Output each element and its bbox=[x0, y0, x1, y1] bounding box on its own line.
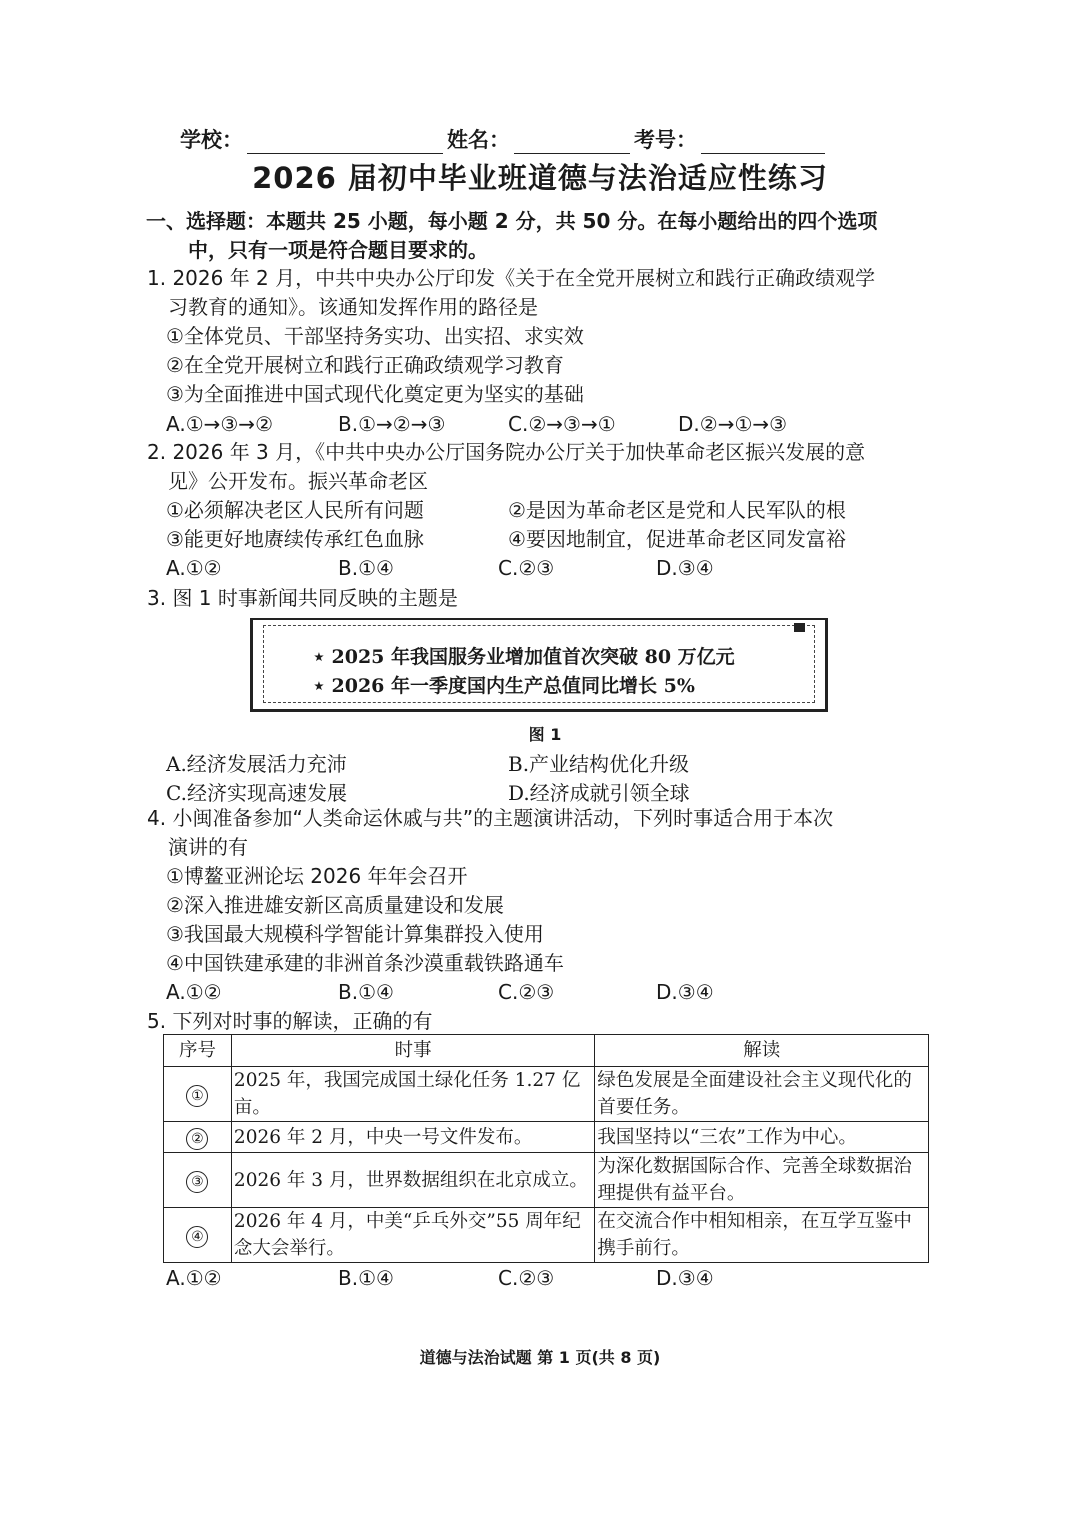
q4-option-b: B.①④ bbox=[338, 980, 394, 1004]
table-row bbox=[164, 1067, 929, 1122]
row-reading: 我国坚持以“三农”工作为中心。 bbox=[595, 1122, 929, 1153]
q2-item-4: ④要因地制宜，促进革命老区同发富裕 bbox=[508, 527, 846, 551]
q2-option-c: C.②③ bbox=[498, 556, 555, 580]
banner-line-1: ⋆ 2025 年我国服务业增加值首次突破 80 万亿元 bbox=[313, 646, 735, 668]
q3-option-d: D.经济成就引领全球 bbox=[508, 781, 690, 805]
q1-option-c: C.②→③→① bbox=[508, 412, 616, 436]
figure-1-news-banner bbox=[250, 618, 828, 712]
header-event: 时事 bbox=[231, 1035, 595, 1067]
q2-stem-line-2: 见》公开发布。振兴革命老区 bbox=[168, 469, 428, 493]
q4-option-a: A.①② bbox=[166, 980, 222, 1004]
row-event: 2026 年 2 月，中央一号文件发布。 bbox=[231, 1122, 595, 1153]
q4-stem-line-2: 演讲的有 bbox=[168, 835, 248, 859]
q5-stem: 5. 下列对时事的解读，正确的有 bbox=[147, 1009, 433, 1033]
q5-option-c: C.②③ bbox=[498, 1266, 555, 1290]
q4-item-2: ②深入推进雄安新区高质量建设和发展 bbox=[166, 893, 504, 917]
row-event: 2026 年 4 月，中美“乒乓外交”55 周年纪念大会举行。 bbox=[231, 1208, 595, 1263]
banner-corner-mark bbox=[794, 623, 805, 632]
q3-option-c: C.经济实现高速发展 bbox=[166, 781, 347, 805]
row-reading: 绿色发展是全面建设社会主义现代化的首要任务。 bbox=[595, 1067, 929, 1122]
row-event: 2025 年，我国完成国土绿化任务 1.27 亿亩。 bbox=[231, 1067, 595, 1122]
section-line-1: 一、选择题：本题共 25 小题，每小题 2 分，共 50 分。在每小题给出的四个选项 bbox=[146, 209, 878, 233]
q3-option-a: A.经济发展活力充沛 bbox=[166, 752, 347, 776]
header-no: 序号 bbox=[164, 1035, 232, 1067]
q2-option-d: D.③④ bbox=[656, 556, 714, 580]
row-number: ① bbox=[186, 1085, 208, 1107]
section-line-2: 中，只有一项是符合题目要求的。 bbox=[188, 238, 488, 262]
q1-item-3: ③为全面推进中国式现代化奠定更为坚实的基础 bbox=[166, 382, 584, 406]
row-number: ③ bbox=[186, 1171, 208, 1193]
q1-option-b: B.①→②→③ bbox=[338, 412, 446, 436]
q1-option-a: A.①→③→② bbox=[166, 412, 273, 436]
row-event: 2026 年 3 月，世界数据组织在北京成立。 bbox=[231, 1153, 595, 1208]
q3-stem: 3. 图 1 时事新闻共同反映的主题是 bbox=[147, 586, 458, 610]
q1-item-1: ①全体党员、干部坚持务实功、出实招、求实效 bbox=[166, 324, 584, 348]
table-header-row bbox=[164, 1035, 929, 1067]
q5-option-a: A.①② bbox=[166, 1266, 222, 1290]
row-number: ④ bbox=[186, 1226, 208, 1248]
figure-1-caption: 图 1 bbox=[528, 725, 562, 744]
page-footer: 道德与法治试题 第 1 页(共 8 页) bbox=[419, 1348, 661, 1367]
exam-no-blank bbox=[701, 131, 825, 154]
q4-stem-line-1: 4. 小闽准备参加“人类命运休戚与共”的主题演讲活动，下列时事适合用于本次 bbox=[147, 806, 834, 830]
table-row bbox=[164, 1153, 929, 1208]
banner-line-2: ⋆ 2026 年一季度国内生产总值同比增长 5% bbox=[313, 675, 695, 697]
student-info-header bbox=[180, 124, 829, 154]
table-row bbox=[164, 1122, 929, 1153]
school-label: 学校： bbox=[180, 128, 243, 152]
name-blank bbox=[514, 131, 630, 154]
q5-option-d: D.③④ bbox=[656, 1266, 714, 1290]
school-blank bbox=[247, 131, 443, 154]
q2-option-a: A.①② bbox=[166, 556, 222, 580]
q2-stem-line-1: 2. 2026 年 3 月，《中共中央办公厅国务院办公厅关于加快革命老区振兴发展的意 bbox=[147, 440, 866, 464]
section-heading bbox=[146, 207, 906, 265]
row-reading: 在交流合作中相知相亲，在互学互鉴中携手前行。 bbox=[595, 1208, 929, 1263]
q2-item-3: ③能更好地赓续传承红色血脉 bbox=[166, 527, 424, 551]
q5-option-b: B.①④ bbox=[338, 1266, 394, 1290]
q4-item-4: ④中国铁建承建的非洲首条沙漠重载铁路通车 bbox=[166, 951, 564, 975]
page-title: 2026 届初中毕业班道德与法治适应性练习 bbox=[252, 161, 828, 195]
row-number: ② bbox=[186, 1128, 208, 1150]
q1-stem-line-1: 1. 2026 年 2 月，中共中央办公厅印发《关于在全党开展树立和践行正确政绩观学 bbox=[147, 266, 876, 290]
q5-table bbox=[163, 1034, 929, 1263]
q2-option-b: B.①④ bbox=[338, 556, 394, 580]
exam-no-label: 考号： bbox=[634, 128, 697, 152]
q4-item-3: ③我国最大规模科学智能计算集群投入使用 bbox=[166, 922, 544, 946]
header-reading: 解读 bbox=[595, 1035, 929, 1067]
q4-option-c: C.②③ bbox=[498, 980, 555, 1004]
row-reading: 为深化数据国际合作、完善全球数据治理提供有益平台。 bbox=[595, 1153, 929, 1208]
q3-option-b: B.产业结构优化升级 bbox=[508, 752, 690, 776]
q2-item-2: ②是因为革命老区是党和人民军队的根 bbox=[508, 498, 846, 522]
q2-item-1: ①必须解决老区人民所有问题 bbox=[166, 498, 424, 522]
table-row bbox=[164, 1208, 929, 1263]
q1-stem-line-2: 习教育的通知》。该通知发挥作用的路径是 bbox=[168, 295, 538, 319]
q4-item-1: ①博鳌亚洲论坛 2026 年年会召开 bbox=[166, 864, 468, 888]
q1-item-2: ②在全党开展树立和践行正确政绩观学习教育 bbox=[166, 353, 564, 377]
q4-option-d: D.③④ bbox=[656, 980, 714, 1004]
q1-option-d: D.②→①→③ bbox=[678, 412, 788, 436]
name-label: 姓名： bbox=[447, 128, 510, 152]
